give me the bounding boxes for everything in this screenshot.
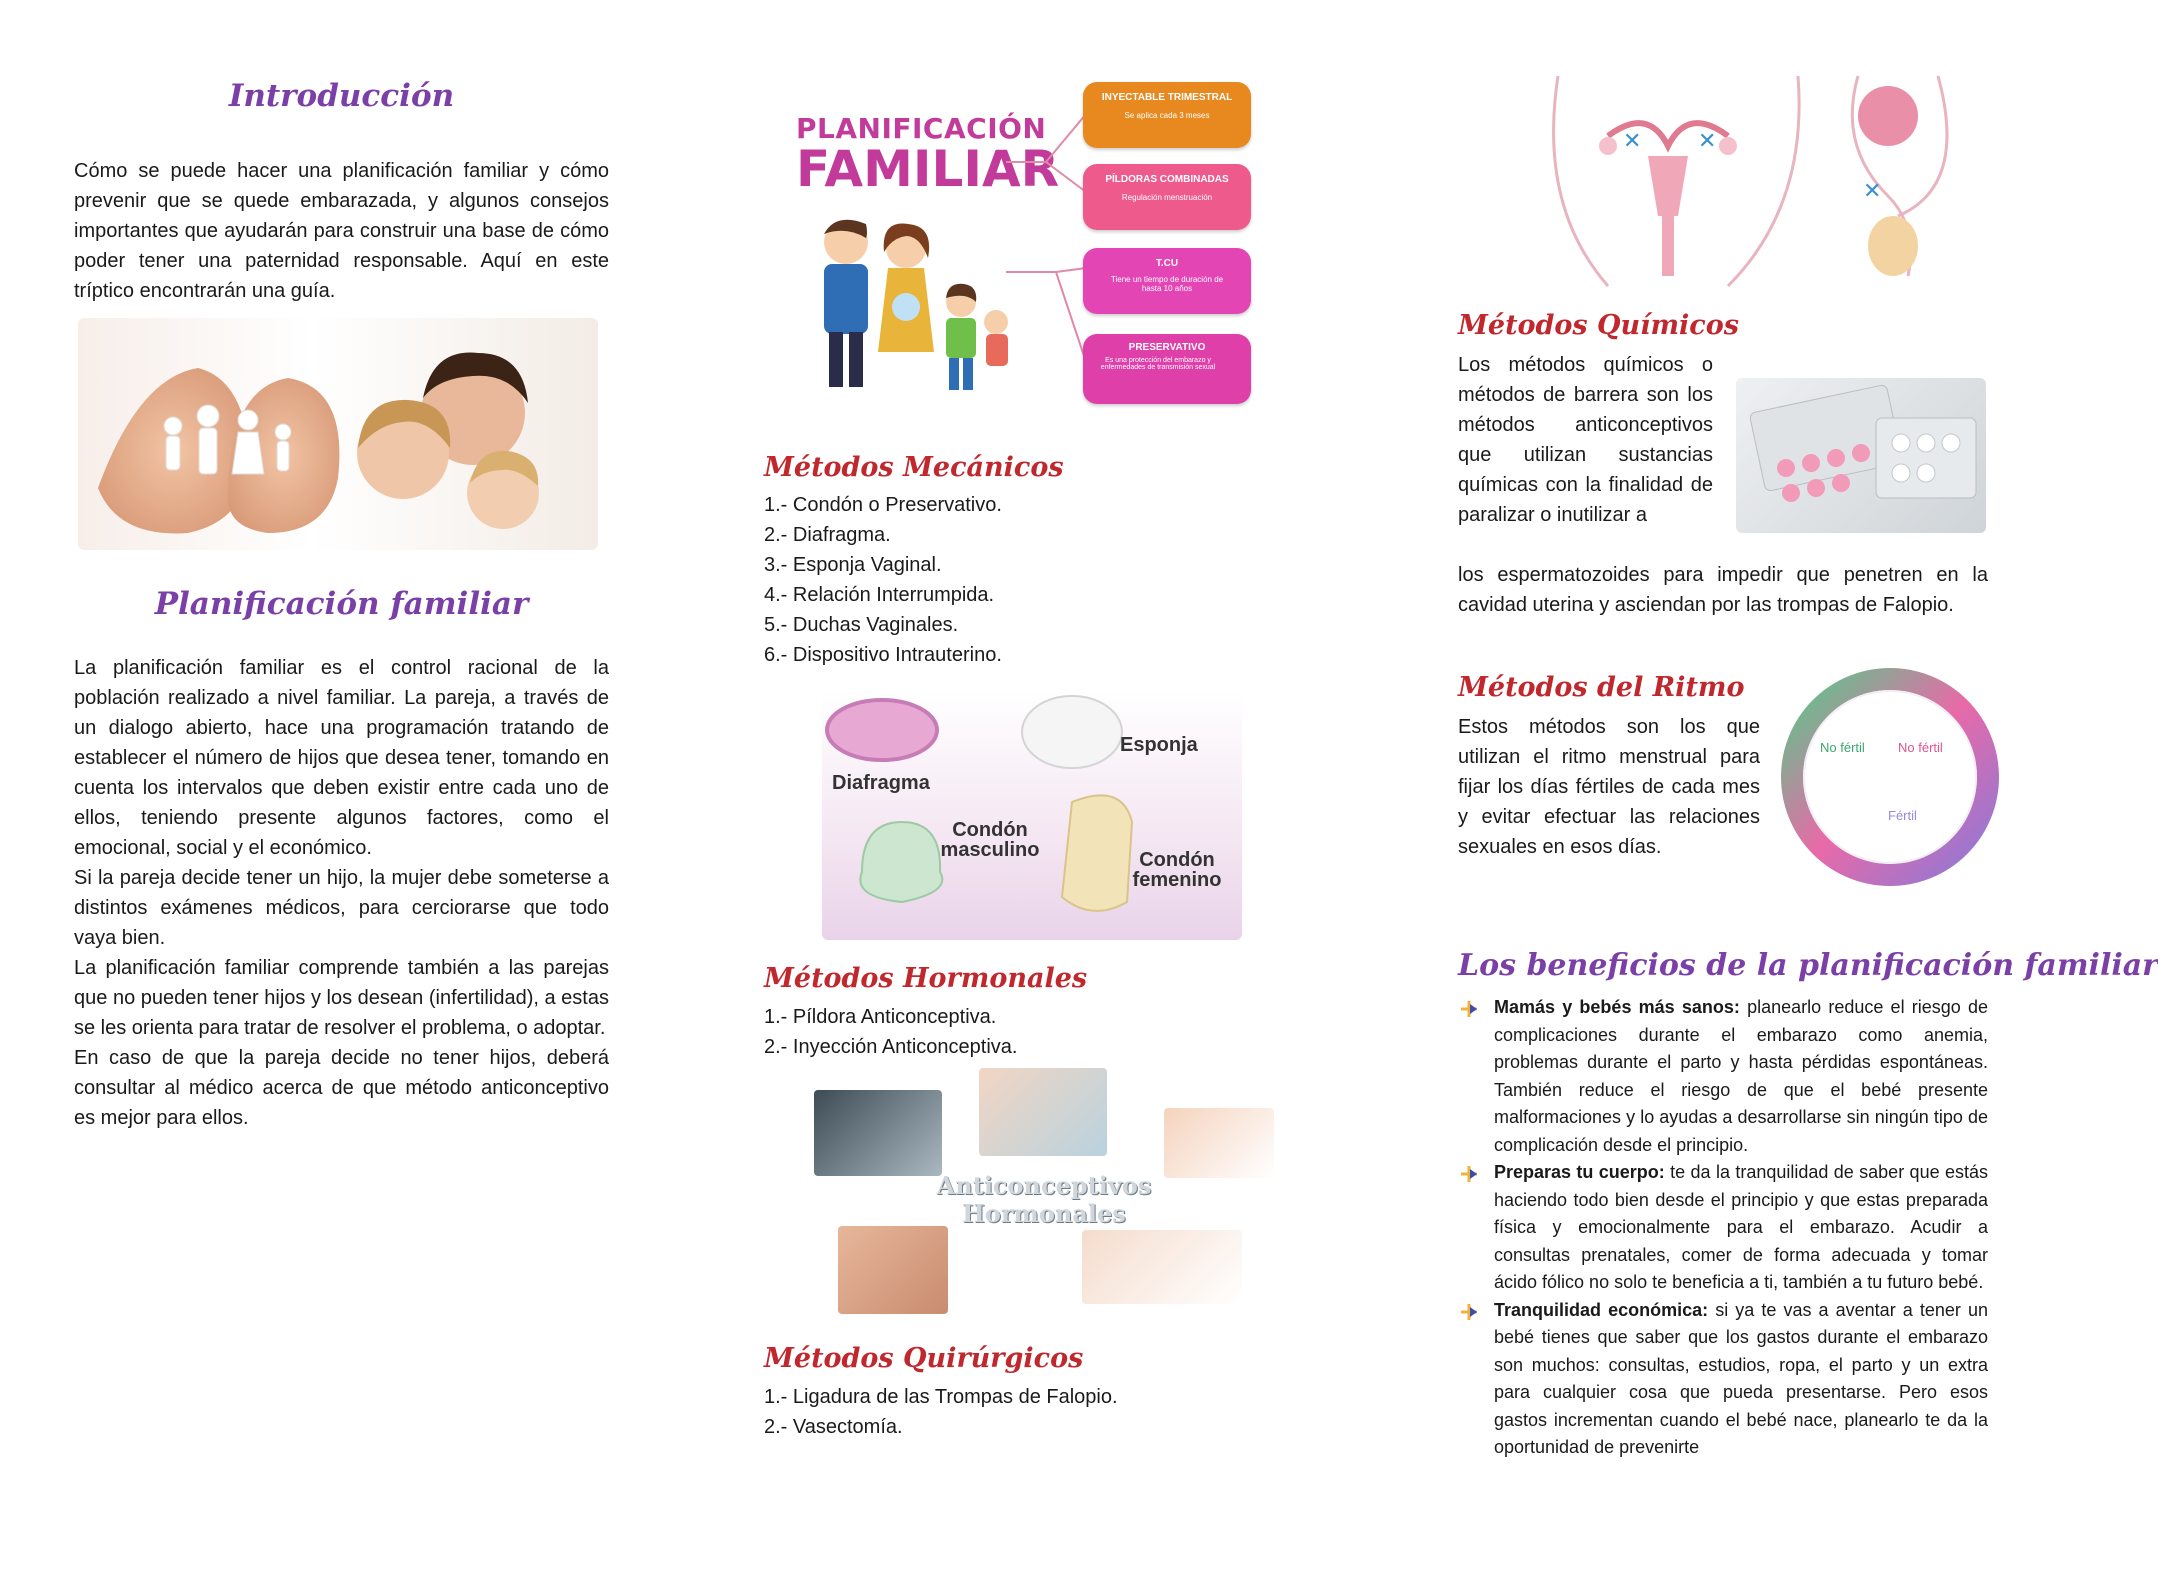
poster-title-line1: PLANIFICACIÓN	[796, 112, 1047, 145]
bullet-arrow-icon	[1458, 1301, 1480, 1323]
quirurgicos-title: Métodos Quirúrgicos	[764, 1343, 1084, 1374]
planificacion-paragraph: La planificación familiar comprende también a las parejas que no pueden tener hijos y los desean (infertilidad), a estas se les orienta para tratar de resolver el problema, o adoptar.	[74, 957, 609, 1039]
planificacion-paragraph: Si la pareja decide tener un hijo, la mujer debe someterse a distintos exámenes médicos, para cerciorarse que todo vaya bien.	[74, 867, 609, 949]
barrier-methods-image	[822, 692, 1242, 940]
cycle-label-nofertil-2: No fértil	[1898, 740, 1943, 755]
intro-title: Introducción	[228, 78, 455, 114]
hormonal-collage-image	[814, 1068, 1274, 1318]
quimicos-text-continued: los espermatozoides para impedir que penetren en la cavidad uterina y asciendan por las trompas de Falopio.	[1458, 564, 1988, 616]
intro-text: Cómo se puede hacer una planificación familiar y cómo prevenir que se quede embarazada, y algunos consejos importantes que ayudarán para construir una base de cómo poder tener una paternidad responsable. Aquí en este tríptico encontrarán una guía.	[74, 160, 609, 302]
injection-photo	[979, 1068, 1107, 1156]
poster-label-sub: Es una protección del embarazo y enfermedades de transmisión sexual	[1100, 357, 1216, 371]
list-item: 1.- Píldora Anticonceptiva.	[764, 1006, 997, 1028]
hormonales-title: Métodos Hormonales	[764, 963, 1088, 994]
poster-label-title: INYECTABLE TRIMESTRAL	[1101, 92, 1233, 103]
list-item: 2.- Vasectomía.	[764, 1416, 903, 1438]
poster-label-pildoras	[1083, 164, 1251, 230]
poster-label-title: PÍLDORAS COMBINADAS	[1105, 174, 1229, 185]
cycle-label-fertil: Fértil	[1888, 808, 1917, 823]
poster-label-preservativo	[1083, 334, 1251, 404]
mecanicos-title: Métodos Mecánicos	[764, 452, 1064, 483]
family-cartoon-icon	[796, 212, 1016, 402]
hormonal-collage-title	[914, 1172, 1174, 1228]
planificacion-body	[74, 653, 609, 1133]
beneficio-text: si ya te vas a aventar a tener un bebé tienes que saber que los gastos durante el embarazo son muchos: consultas, estudios, ropa, el parto y un extra para cualquier cosa que pueda presentarse. Pero esos gastos incrementan cuando el bebé nace, planearlo te da la oportunidad de prevenirte	[1494, 1299, 1988, 1457]
ritmo-title: Métodos del Ritmo	[1458, 672, 1745, 703]
list-item	[1458, 1159, 1988, 1297]
bullet-arrow-icon	[1458, 1163, 1480, 1185]
svg-text:✕: ✕	[1623, 129, 1642, 154]
hormonales-list	[764, 1002, 1284, 1062]
svg-text:✕: ✕	[1863, 179, 1882, 204]
beneficios-list	[1458, 994, 1988, 1462]
list-item	[1458, 994, 1988, 1159]
list-item: 2.- Inyección Anticonceptiva.	[764, 1036, 1018, 1058]
poster-label-tcu	[1083, 248, 1251, 314]
list-item	[1458, 1297, 1988, 1462]
planificacion-poster	[776, 72, 1321, 412]
barrier-drawing	[822, 692, 1242, 940]
hormonal-collage-line: Anticonceptivos	[936, 1171, 1152, 1200]
poster-label-sub: Se aplica cada 3 meses	[1124, 111, 1210, 120]
quimicos-text: Los métodos químicos o métodos de barrera son los métodos anticonceptivos que utilizan sustancias químicas con la finalidad de paralizar o inutilizar a	[1458, 354, 1713, 526]
poster-label-sub: Tiene un tiempo de duración de hasta 10 años	[1110, 275, 1224, 293]
bullet-arrow-icon	[1458, 998, 1480, 1020]
pill-pack-photo	[814, 1090, 942, 1176]
cycle-label-nofertil: No fértil	[1820, 740, 1865, 755]
planificacion-title: Planificación familiar	[154, 586, 529, 622]
planificacion-paragraph: La planificación familiar es el control racional de la población realizado a nivel familiar. La pareja, a través de un dialogo abierto, hace una programación tratando de establecer el número de hijos que desea tener, tomando en cuenta los intervalos que deben existir entre cada uno de ellos, teniendo presente algunos factores, como el emocional, social y el económico.	[74, 657, 609, 859]
condon-femenino-label: Condón femenino	[1132, 849, 1222, 891]
arm-patch-photo	[1164, 1108, 1274, 1178]
quirurgicos-list	[764, 1382, 1284, 1442]
cycle-wheel-drawing	[1780, 672, 2000, 882]
diafragma-label: Diafragma	[832, 772, 930, 794]
quimicos-title: Métodos Químicos	[1458, 310, 1739, 341]
svg-text:✕: ✕	[1698, 129, 1717, 154]
menstrual-cycle-wheel	[1780, 672, 2000, 882]
belly-patch-photo	[838, 1226, 948, 1314]
hand-implant-photo	[1082, 1230, 1242, 1304]
mecanicos-list	[764, 490, 1284, 670]
beneficio-heading: Preparas tu cuerpo:	[1494, 1162, 1665, 1182]
poster-title-line2: FAMILIAR	[796, 140, 1060, 198]
pills-drawing	[1736, 378, 1986, 533]
poster-label-title: PRESERVATIVO	[1128, 342, 1206, 353]
pills-image	[1736, 378, 1986, 533]
list-item: 5.- Duchas Vaginales.	[764, 614, 959, 636]
beneficio-heading: Mamás y bebés más sanos:	[1494, 997, 1740, 1017]
list-item: 1.- Condón o Preservativo.	[764, 494, 1002, 516]
ritmo-text: Estos métodos son los que utilizan el ritmo menstrual para fijar los días fértiles de cada mes y evitar efectuar las relaciones sexuales en esos días.	[1458, 716, 1760, 858]
list-item: 3.- Esponja Vaginal.	[764, 554, 942, 576]
list-item: 4.- Relación Interrumpida.	[764, 584, 995, 606]
condon-masculino-label: Condón masculino	[940, 819, 1040, 861]
poster-label-title: T.CU	[1155, 258, 1179, 269]
planificacion-paragraph: En caso de que la pareja decide no tener hijos, deberá consultar al médico acerca de que método anticonceptivo es mejor para ellos.	[74, 1047, 609, 1129]
poster-label-sub: Regulación menstruación	[1121, 193, 1213, 202]
beneficios-title: Los beneficios de la planificación familiar	[1458, 948, 2158, 983]
family-hands-image	[78, 318, 598, 550]
list-item: 1.- Ligadura de las Trompas de Falopio.	[764, 1386, 1118, 1408]
list-item: 6.- Dispositivo Intrauterino.	[764, 644, 1002, 666]
poster-label-inyectable	[1083, 82, 1251, 148]
list-item: 2.- Diafragma.	[764, 524, 891, 546]
beneficio-heading: Tranquilidad económica:	[1494, 1299, 1709, 1320]
hormonal-collage-line: Hormonales	[962, 1199, 1126, 1228]
esponja-label: Esponja	[1120, 734, 1198, 756]
beneficio-text: te da la tranquilidad de saber que estás haciendo todo bien desde el principio y que estas preparada física y emocionalmente para el embarazo. Acudir a consultas prenatales, comer de forma adecuada y tomar ácido fólico no solo te beneficia a ti, también a tu futuro bebé.	[1494, 1162, 1988, 1292]
reproductive-anatomy-icon	[1498, 66, 1968, 296]
beneficio-text: planearlo reduce el riesgo de complicaciones durante el embarazo como anemia, problemas durante el parto y hasta pérdidas espontáneas. También reduce el riesgo de que el bebé presente malformaciones y lo ayudas a desarrollarse sin ningún tipo de complicación desde el principio.	[1494, 997, 1989, 1155]
